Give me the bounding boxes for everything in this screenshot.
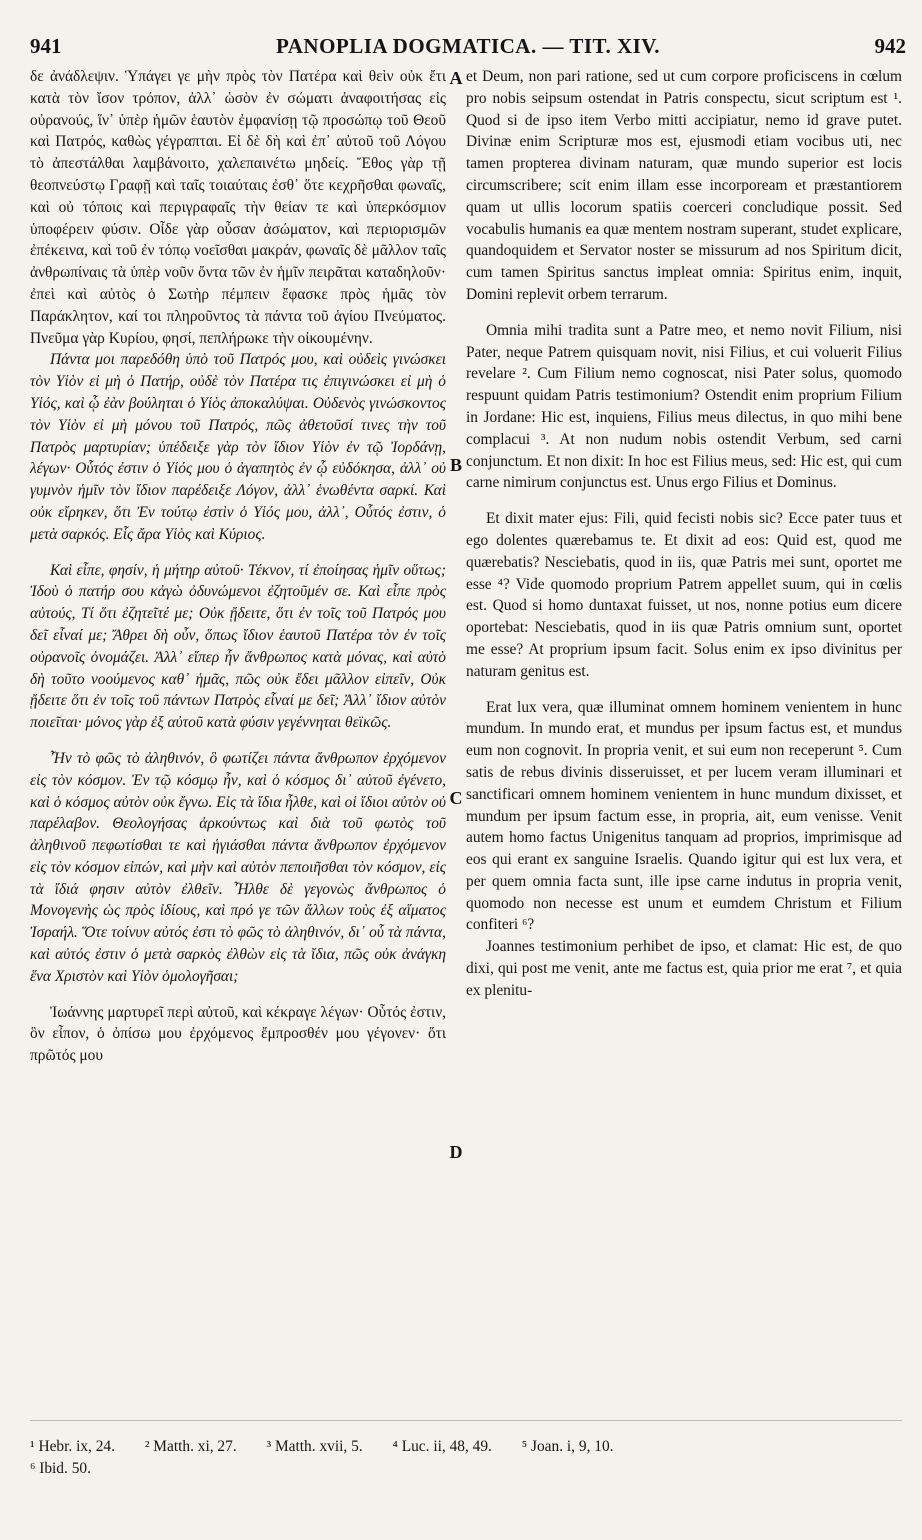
page-title: PANOPLIA DOGMATICA. — TIT. XIV.: [275, 34, 660, 58]
footnote-2: ² Matth. xi, 27.: [144, 1438, 237, 1455]
latin-paragraph-4: Erat lux vera, quæ illuminat omnem hominem venientem in hunc mundum. In mundo erat, et mundus per ipsum factus est, et mundus eum non cognovit. In propria venit, et sui eum non receperunt ⁵. Cum satis de rebus divinis disseruisset, et per lucem veram illuminari et sanctificari omnem hominem venientem in hunc mundum dixisset, et mundum per ipsum factum esse, in propria, ait, eum venisse. Venit autem homo factus Unigenitus tanquam ad proprios, imprimisque ad eos qui erant ex sanguine Israelis. Quando igitur qui est lux vera, et per quem omnia facta sunt, ille ipse carne indutus in propria venit, quomodo non necesse est unum et eumdem Christum et Filium confiteri ⁶?: [466, 698, 902, 934]
section-marker-a: A: [449, 68, 463, 88]
footnotes: [30, 1436, 902, 1480]
latin-paragraph-2: Omnia mihi tradita sunt a Patre meo, et nemo novit Filium, nisi Pater, neque Patrem quisquam novit, nisi Filius, et cui voluerit Filius revelare ². Cum Filium nemo cognoscat, nisi Pater solus, quomodo respuunt quidam Patris testimonium? Ostendit enim proprium Filium in Jordane: Hic est, inquiens, Filius meus dilectus, in quo mihi bene complacui ³. At non nudum nobis ostendit Verbum, sed carni conjunctum. Et non dixit: In hoc est Filius meus, sed: Hic est, qui cum carne nimirum conjunctus est. Unus ergo Filius et Dominus.: [466, 321, 902, 492]
greek-paragraph-1: δε ἀνάδλεψιν. Ὑπάγει γε μὴν πρὸς τὸν Πατέρα καὶ θεὶν οὐκ ἔτι κατὰ τὸν ἴσον τρόπον, ἀλλ᾽ ὡσὸν ἐν σώματι ἀναφοιτήσας εἰς οὐρανούς, ἵν᾽ ὑπὲρ ἡμῶν ἑαυτὸν ἐμφανίσῃ τῷ προσώπῳ τοῦ Θεοῦ καὶ Πατρός, καθὼς γέγραπται. Εἰ δὲ δὴ καὶ ἐπ᾽ αὐτοῦ τοῦ Λόγου τὸ ἀπεστάλθαι λαμβάνοιτο, χαλεπαινέτω μηδείς. Ἔθος γὰρ τῇ θεοπνεύστῳ Γραφῇ καὶ ταῖς τοιαύταις ἐσθ᾽ ὅτε κεχρῆσθαι φωναῖς, καὶ οὐ τόποις καὶ περιγραφαῖς τὴν θείαν τε καὶ ὑπερκόσμιον ὑποφέρειν φύσιν. Οἶδε γὰρ οὖσαν ἀσώματον, καὶ περιορισμῶν ἐπέκεινα, καὶ τοῦ ἐν τόπῳ νοεῖσθαι μακράν, φωναῖς δὲ μᾶλλον ταῖς ἀνθρωπίναις τὰ ὑπὲρ νοῦν ὄντα τῶν ἐν ἡμῖν πειρᾶται καταδηλοῦν· ἐπεὶ καὶ αὐτὸς ὁ Σωτὴρ πέμπειν ἔφασκε πρὸς ἡμᾶς τὸν Παράκλητον, καί τοι πληροῦντος τὰ πάντα τοῦ ἁγίου Πνεύματος. Πνεῦμα γὰρ Κυρίου, φησί, πεπλήρωκε τὴν οἰκουμένην.: [30, 68, 446, 347]
page-number-right: 942: [874, 34, 906, 58]
greek-paragraph-2: Πάντα μοι παρεδόθη ὑπὸ τοῦ Πατρός μου, καὶ οὐδεὶς γινώσκει τὸν Υἱὸν εἰ μὴ ὁ Πατήρ, οὐδὲ τὸν Πατέρα τις ἐπιγινώσκει εἰ μὴ ὁ Υἱός, καὶ ᾧ ἐὰν βούληται ὁ Υἱὸς ἀποκαλύψαι. Οὐδενὸς γινώσκοντος τὸν Υἱὸν εἰ μὴ μόνου τοῦ Πατρός, πῶς ἀθετοῦσί τινες τὴν τοῦ Πατρὸς μαρτυρίαν; ὑπέδειξε γὰρ τὸν ἴδιον Υἱὸν ἐν τῷ Ἰορδάνῃ, λέγων· Οὗτός ἐστιν ὁ Υἱός μου ὁ ἀγαπητὸς ἐν ᾧ εὐδόκησα, ἀλλ᾽ οὐ γυμνὸν ἡμῖν τὸν ἴδιον παρέδειξε Λόγον, ἀλλ᾽ ἑνωθέντα σαρκί. Καὶ οὐκ εἴρηκεν, ὅτι Ἐν τούτῳ ἐστὶν ὁ Υἱός μου, ἀλλ᾽, Οὗτός ἐστιν, ὁ μετὰ σαρκός. Εἷς ἄρα Υἱὸς καὶ Κύριος.: [30, 351, 446, 543]
section-marker-c: C: [449, 788, 463, 808]
footnote-6: ⁶ Ibid. 50.: [30, 1460, 91, 1477]
section-marker-d: D: [449, 1142, 463, 1162]
footnote-3: ³ Matth. xvii, 5.: [266, 1438, 363, 1455]
greek-paragraph-4: Ἦν τὸ φῶς τὸ ἀληθινόν, ὃ φωτίζει πάντα ἄνθρωπον ἐρχόμενον εἰς τὸν κόσμον. Ἐν τῷ κόσμῳ ἦν, καὶ ὁ κόσμος δι᾽ αὐτοῦ ἐγένετο, καὶ ὁ κόσμος αὐτὸν οὐκ ἔγνω. Εἰς τὰ ἴδια ἦλθε, καὶ οἱ ἴδιοι αὐτὸν οὐ παρέλαβον. Θεολογήσας ἀρκούντως καὶ διὰ τοῦ φωτὸς τοῦ ἀληθινοῦ πεφωτίσθαι τε καὶ ἡγιάσθαι πάντα ἄνθρωπον ἐρχόμενον εἰς τὸν κόσμον εἰπών, καὶ μὴν καὶ αὐτὸν πεποιῆσθαι τὸν κόσμον, εἰς τὰ ἴδιά φησιν αὐτὸν ἐλθεῖν. Ἦλθε δὲ γεγονὼς ἄνθρωπος ὁ Μονογενὴς ὡς πρὸς ἰδίους, καὶ πρό γε τῶν ἄλλων τοὺς ἐξ αἵματος Ἰσραήλ. Ὅτε τοίνυν αὐτός ἐστι τὸ φῶς τὸ ἀληθινόν, δι᾽ οὗ τὰ πάντα, καὶ αὐτός ἐστιν ὁ μετὰ σαρκὸς ἐλθὼν εἰς τὰ ἴδια, πῶς οὐκ ἀνάγκη ἕνα Χριστὸν καὶ Υἱὸν ὁμολογῆσαι;: [30, 749, 446, 985]
greek-paragraph-3: Καὶ εἶπε, φησίν, ἡ μήτηρ αὐτοῦ· Τέκνον, τί ἐποίησας ἡμῖν οὕτως; Ἰδοὺ ὁ πατήρ σου κἀγὼ ὀδυνώμενοι ἐζητοῦμέν σε. Καὶ εἶπε πρὸς αὐτούς, Τί ὅτι ἐζητεῖτέ με; Οὐκ ᾔδειτε, ὅτι ἐν τοῖς τοῦ Πατρός μου δεῖ εἶναί με; Ἄθρει δὴ οὖν, ὅπως ἴδιον ἑαυτοῦ Πατέρα τὸν ἐν τοῖς οὐρανοῖς ὀνομάζει. Ἀλλ᾽ εἴπερ ἦν ἄνθρωπος κατὰ μόνας, καὶ αὐτὸ δὴ τοῦτο νοούμενος καθ᾽ ἡμᾶς, πῶς οὐκ ἔδει μᾶλλον εἰπεῖν, Οὐκ ᾔδειτε ὅτι ἐν τοῖς τοῦ πάντων Πατρὸς εἶναί με δεῖ; Ἀλλ᾽ ἴδιον αὐτὸν ποιεῖται· μόνος γὰρ ἐξ αὐτοῦ κατὰ φύσιν γεγέννηται θεϊκῶς.: [30, 561, 446, 732]
footnote-4: ⁴ Luc. ii, 48, 49.: [392, 1438, 492, 1455]
latin-column: [466, 66, 902, 1002]
footnote-divider: [30, 1420, 902, 1421]
footnote-5: ⁵ Joan. i, 9, 10.: [521, 1438, 614, 1455]
latin-paragraph-5: Joannes testimonium perhibet de ipso, et clamat: Hic est, de quo dixi, qui post me venit, ante me factus est, quia prior me erat ⁷, et quia ex plenitu-: [466, 938, 902, 999]
footnote-1: ¹ Hebr. ix, 24.: [30, 1438, 115, 1455]
latin-paragraph-1: et Deum, non pari ratione, sed ut cum corpore proficiscens in cœlum pro nobis seipsum ostendat in Patris conspectu, sicut scriptum est ¹. Quod si de ipso item Verbo mitti accipiatur, nemo id grave putet. Divinæ enim Scripturæ mos est, ejusmodi etiam vocibus uti, nec tamen propterea divinam naturam, quæ mundo superior est locis circumscribere; scit enim illam esse incorpoream et præstantiorem quam ut ullis locorum spatiis coerceri concludique possit. Sed vocabulis humanis ea quæ mentem nostram superant, studet explicare, quandoquidem et Servator noster se missurum ad nos Spiritum dicit, cum tamen Spiritus sanctus impleat omnia: Spiritus enim, inquit, Domini replevit orbem terrarum.: [466, 68, 902, 303]
section-marker-b: B: [449, 455, 462, 475]
greek-column: [30, 66, 446, 1067]
page-number-left: 941: [30, 34, 62, 58]
latin-paragraph-3: Et dixit mater ejus: Fili, quid fecisti nobis sic? Ecce pater tuus et ego dolentes quærebamus te. Et dixit ad eos: Quid est, quod me quærebatis? Nesciebatis, quod in iis, quæ Patris mei sunt, oportet me esse ⁴? Vide quomodo proprium Patrem appellet suum, qui in cœlis est. Quod si homo duntaxat fuisset, ut nos, nonne potius eum dicere oportebat: Nesciebatis, quod in iis quæ Patris omnium sunt, oportet me esse? At proprium ipsum facit. Solus enim ex ipso divinitus per naturam genitus est.: [466, 510, 902, 680]
running-header: [30, 34, 906, 64]
greek-paragraph-5: Ἰωάννης μαρτυρεῖ περὶ αὐτοῦ, καὶ κέκραγε λέγων· Οὗτός ἐστιν, ὃν εἶπον, ὁ ὀπίσω μου ἐρχόμενος ἔμπροσθέν μου γέγονεν· ὅτι πρῶτός μου: [30, 1003, 446, 1065]
